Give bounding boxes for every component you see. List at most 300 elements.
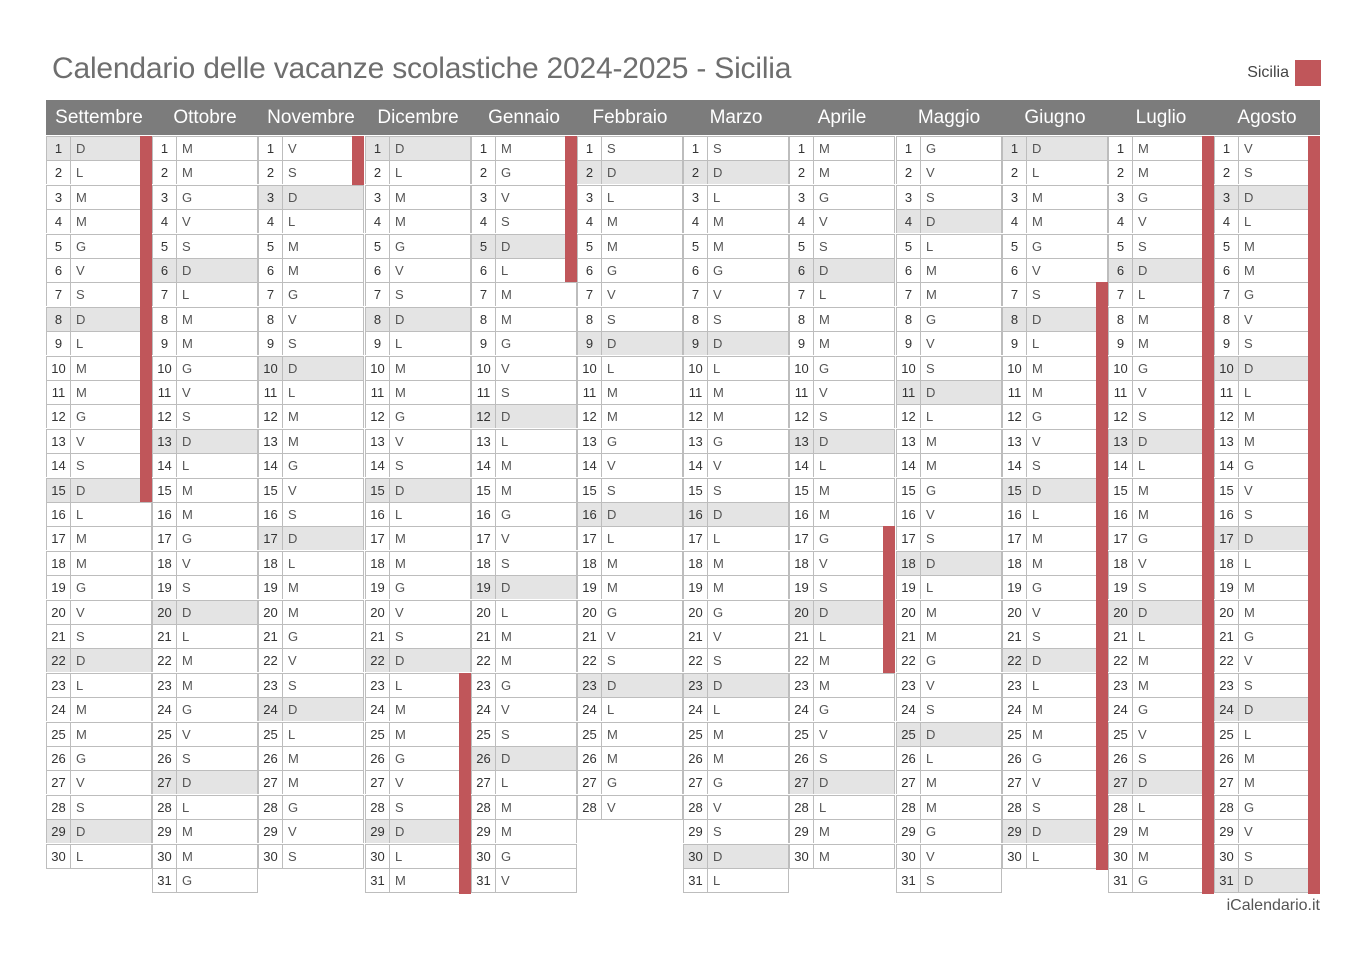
legend-label: Sicilia (1247, 64, 1289, 81)
day-number: 27 (1003, 771, 1027, 794)
holiday-marker (140, 453, 152, 478)
day-cell (1214, 282, 1320, 306)
day-number: 27 (897, 771, 921, 794)
day-cell (365, 575, 471, 599)
day-cell (46, 600, 152, 624)
day-number: 18 (259, 552, 283, 575)
day-cell (1214, 770, 1320, 794)
day-number: 16 (684, 503, 708, 526)
weekday-letter: M (182, 336, 193, 351)
weekday-letter: S (607, 653, 616, 668)
day-cell (1002, 795, 1108, 819)
day-cell (258, 526, 364, 550)
day-number: 31 (897, 869, 921, 892)
day-cell (1214, 795, 1320, 819)
day-cell (789, 502, 895, 526)
weekday-letter: M (395, 190, 406, 205)
day-number: 13 (578, 430, 602, 453)
day-number: 29 (1109, 820, 1133, 843)
day-cell (1002, 429, 1108, 453)
day-number: 22 (47, 649, 71, 672)
weekday-letter: V (1244, 312, 1253, 327)
weekday-letter: S (1244, 165, 1253, 180)
day-cell (1214, 258, 1320, 282)
day-number: 28 (1215, 796, 1239, 819)
day-number: 30 (47, 845, 71, 868)
day-number: 6 (897, 259, 921, 282)
day-cell (683, 819, 789, 843)
day-number: 4 (47, 210, 71, 233)
day-cell (152, 600, 258, 624)
day-number: 19 (1215, 576, 1239, 599)
weekday-letter: V (819, 385, 828, 400)
day-cell (46, 185, 152, 209)
weekday-letter: D (1032, 141, 1042, 156)
holiday-marker (1308, 819, 1320, 844)
day-cell (365, 234, 471, 258)
weekday-letter: V (76, 434, 85, 449)
day-number: 6 (1003, 259, 1027, 282)
weekday-letter: M (1244, 605, 1255, 620)
day-cell (152, 429, 258, 453)
weekday-letter: S (926, 873, 935, 888)
day-cell (789, 356, 895, 380)
weekday-letter: S (819, 409, 828, 424)
day-number: 19 (1109, 576, 1133, 599)
day-number: 22 (472, 649, 496, 672)
day-cell (1002, 844, 1108, 869)
day-cell (1214, 331, 1320, 355)
day-cell (577, 624, 683, 648)
day-number: 8 (897, 308, 921, 331)
weekday-letter: V (1244, 483, 1253, 498)
day-number: 16 (47, 503, 71, 526)
day-cell (1002, 234, 1108, 258)
weekday-letter: D (1032, 483, 1042, 498)
day-cell (1214, 356, 1320, 380)
holiday-marker (140, 209, 152, 234)
day-number: 12 (897, 405, 921, 428)
day-number: 27 (47, 771, 71, 794)
weekday-letter: S (76, 800, 85, 815)
day-number: 18 (47, 552, 71, 575)
day-number: 13 (472, 430, 496, 453)
day-cell (683, 844, 789, 868)
day-number: 12 (259, 405, 283, 428)
day-cell (577, 551, 683, 575)
weekday-letter: L (288, 214, 296, 229)
weekday-letter: D (395, 312, 405, 327)
day-cell (152, 453, 258, 477)
holiday-marker (1202, 770, 1214, 795)
holiday-marker (1202, 722, 1214, 747)
day-cell (471, 380, 577, 404)
holiday-marker (565, 136, 577, 161)
weekday-letter: V (819, 214, 828, 229)
day-number: 14 (1109, 454, 1133, 477)
day-cell (258, 648, 364, 672)
day-number: 11 (578, 381, 602, 404)
weekday-letter: M (607, 239, 618, 254)
day-number: 11 (1003, 381, 1027, 404)
day-number: 9 (684, 332, 708, 355)
day-number: 6 (472, 259, 496, 282)
weekday-letter: D (288, 531, 298, 546)
holiday-marker (1096, 380, 1108, 405)
day-number: 20 (472, 601, 496, 624)
day-cell (46, 478, 152, 502)
day-cell (365, 795, 471, 819)
weekday-letter: S (1032, 287, 1041, 302)
weekday-letter: M (501, 141, 512, 156)
day-cell (577, 795, 683, 820)
day-cell (896, 478, 1002, 502)
day-number: 8 (153, 308, 177, 331)
holiday-marker (1202, 819, 1214, 844)
day-number: 16 (153, 503, 177, 526)
day-cell (152, 478, 258, 502)
day-cell (471, 844, 577, 868)
day-number: 11 (366, 381, 390, 404)
day-number: 1 (1003, 137, 1027, 160)
holiday-marker (459, 795, 471, 820)
day-cell (896, 282, 1002, 306)
day-number: 19 (578, 576, 602, 599)
holiday-marker (459, 746, 471, 771)
day-number: 26 (472, 747, 496, 770)
holiday-marker (1202, 282, 1214, 307)
holiday-marker (1096, 673, 1108, 698)
day-number: 7 (153, 283, 177, 306)
weekday-letter: V (501, 702, 510, 717)
weekday-letter: M (288, 409, 299, 424)
weekday-letter: L (607, 190, 615, 205)
day-number: 19 (684, 576, 708, 599)
day-number: 2 (153, 161, 177, 184)
day-cell (789, 746, 895, 770)
weekday-letter: S (288, 678, 297, 693)
weekday-letter: G (926, 483, 937, 498)
month-name-novembre: Novembre (267, 107, 355, 128)
day-number: 21 (790, 625, 814, 648)
weekday-letter: G (926, 312, 937, 327)
weekday-letter: L (76, 849, 84, 864)
weekday-letter: L (76, 678, 84, 693)
holiday-marker (1308, 160, 1320, 185)
weekday-letter: M (76, 727, 87, 742)
day-cell (258, 478, 364, 502)
day-cell (1214, 526, 1320, 550)
holiday-marker (140, 160, 152, 185)
day-cell (789, 575, 895, 599)
weekday-letter: V (76, 775, 85, 790)
day-cell (471, 160, 577, 184)
day-number: 5 (366, 235, 390, 258)
weekday-letter: G (501, 849, 512, 864)
day-number: 13 (153, 430, 177, 453)
day-number: 23 (366, 674, 390, 697)
day-cell (46, 356, 152, 380)
day-number: 6 (259, 259, 283, 282)
day-cell (365, 600, 471, 624)
day-number: 5 (684, 235, 708, 258)
day-cell (258, 331, 364, 355)
holiday-marker (140, 356, 152, 381)
day-number: 1 (153, 137, 177, 160)
day-cell (1108, 795, 1214, 819)
day-cell (1108, 526, 1214, 550)
weekday-letter: G (1138, 531, 1149, 546)
day-cell (1108, 234, 1214, 258)
weekday-letter: M (926, 629, 937, 644)
day-number: 25 (259, 723, 283, 746)
day-number: 29 (472, 820, 496, 843)
holiday-marker (565, 258, 577, 283)
day-number: 31 (472, 869, 496, 892)
day-number: 18 (1003, 552, 1027, 575)
day-number: 20 (684, 601, 708, 624)
weekday-letter: G (819, 702, 830, 717)
day-number: 10 (259, 357, 283, 380)
weekday-letter: S (926, 361, 935, 376)
day-cell (577, 136, 683, 160)
day-number: 1 (472, 137, 496, 160)
holiday-marker (1202, 234, 1214, 259)
day-cell (1108, 404, 1214, 428)
month-name-gennaio: Gennaio (488, 107, 560, 128)
day-number: 11 (47, 381, 71, 404)
day-cell (896, 795, 1002, 819)
weekday-letter: L (1244, 556, 1252, 571)
day-cell (46, 697, 152, 721)
holiday-marker (1308, 209, 1320, 234)
weekday-letter: D (76, 141, 86, 156)
day-number: 12 (1109, 405, 1133, 428)
day-number: 1 (684, 137, 708, 160)
weekday-letter: G (1244, 458, 1255, 473)
weekday-letter: V (607, 800, 616, 815)
day-cell (46, 673, 152, 697)
day-number: 4 (153, 210, 177, 233)
day-cell (1214, 746, 1320, 770)
day-number: 17 (47, 527, 71, 550)
day-cell (1108, 746, 1214, 770)
day-cell (577, 746, 683, 770)
weekday-letter: M (395, 873, 406, 888)
weekday-letter: S (288, 336, 297, 351)
weekday-letter: D (1244, 361, 1254, 376)
day-number: 15 (578, 479, 602, 502)
day-number: 16 (578, 503, 602, 526)
weekday-letter: D (607, 165, 617, 180)
day-cell (46, 819, 152, 843)
day-number: 23 (1215, 674, 1239, 697)
weekday-letter: D (1244, 190, 1254, 205)
day-number: 6 (1215, 259, 1239, 282)
weekday-letter: L (395, 678, 403, 693)
day-number: 24 (472, 698, 496, 721)
weekday-letter: M (182, 483, 193, 498)
day-cell (789, 185, 895, 209)
day-cell (683, 307, 789, 331)
weekday-letter: M (76, 385, 87, 400)
day-cell (1108, 673, 1214, 697)
holiday-marker (140, 380, 152, 405)
day-cell (789, 380, 895, 404)
day-cell (789, 722, 895, 746)
weekday-letter: S (395, 800, 404, 815)
weekday-letter: L (288, 385, 296, 400)
day-number: 11 (1215, 381, 1239, 404)
weekday-letter: S (1138, 409, 1147, 424)
day-cell (1214, 868, 1320, 893)
day-number: 31 (153, 869, 177, 892)
day-cell (471, 819, 577, 843)
weekday-letter: D (182, 775, 192, 790)
day-number: 29 (684, 820, 708, 843)
day-cell (789, 526, 895, 550)
day-number: 7 (472, 283, 496, 306)
day-cell (1002, 551, 1108, 575)
day-number: 29 (366, 820, 390, 843)
day-number: 27 (1215, 771, 1239, 794)
weekday-letter: M (1138, 678, 1149, 693)
holiday-marker (1202, 648, 1214, 673)
weekday-letter: D (607, 678, 617, 693)
day-cell (471, 697, 577, 721)
holiday-marker (883, 624, 895, 649)
day-cell (1108, 356, 1214, 380)
day-number: 10 (790, 357, 814, 380)
weekday-letter: L (501, 605, 509, 620)
weekday-letter: D (713, 507, 723, 522)
day-cell (683, 697, 789, 721)
weekday-letter: S (713, 483, 722, 498)
day-cell (1214, 624, 1320, 648)
weekday-letter: M (713, 727, 724, 742)
day-cell (683, 770, 789, 794)
day-cell (1214, 551, 1320, 575)
day-cell (152, 795, 258, 819)
day-cell (1002, 648, 1108, 672)
day-number: 22 (1215, 649, 1239, 672)
day-cell (1214, 234, 1320, 258)
holiday-marker (1202, 673, 1214, 698)
day-cell (365, 673, 471, 697)
day-cell (683, 258, 789, 282)
day-number: 11 (897, 381, 921, 404)
weekday-letter: L (1138, 287, 1146, 302)
holiday-marker (1096, 575, 1108, 600)
month-name-dicembre: Dicembre (377, 107, 459, 128)
weekday-letter: L (1244, 385, 1252, 400)
day-number: 24 (1109, 698, 1133, 721)
day-number: 10 (684, 357, 708, 380)
weekday-letter: M (288, 434, 299, 449)
holiday-marker (1096, 282, 1108, 307)
weekday-letter: V (288, 653, 297, 668)
weekday-letter: L (182, 287, 190, 302)
weekday-letter: G (1138, 873, 1149, 888)
day-number: 16 (259, 503, 283, 526)
weekday-letter: S (1032, 458, 1041, 473)
day-cell (1108, 331, 1214, 355)
day-cell (46, 502, 152, 526)
day-cell (577, 648, 683, 672)
day-number: 31 (366, 869, 390, 892)
weekday-letter: M (713, 214, 724, 229)
day-number: 18 (1109, 552, 1133, 575)
day-cell (1214, 600, 1320, 624)
weekday-letter: D (713, 849, 723, 864)
weekday-letter: D (76, 824, 86, 839)
day-number: 31 (684, 869, 708, 892)
weekday-letter: M (1032, 702, 1043, 717)
day-cell (46, 429, 152, 453)
weekday-letter: L (182, 458, 190, 473)
weekday-letter: M (501, 824, 512, 839)
day-cell (152, 404, 258, 428)
day-number: 25 (897, 723, 921, 746)
day-cell (789, 624, 895, 648)
weekday-letter: M (1032, 361, 1043, 376)
day-cell (365, 160, 471, 184)
weekday-letter: M (501, 800, 512, 815)
day-cell (1108, 258, 1214, 282)
day-cell (577, 331, 683, 355)
weekday-letter: M (501, 483, 512, 498)
holiday-marker (1308, 429, 1320, 454)
day-cell (1108, 868, 1214, 893)
day-number: 15 (47, 479, 71, 502)
weekday-letter: M (713, 409, 724, 424)
day-cell (577, 478, 683, 502)
holiday-marker (1096, 844, 1108, 870)
holiday-marker (1096, 307, 1108, 332)
weekday-letter: M (713, 556, 724, 571)
day-number: 13 (684, 430, 708, 453)
day-number: 2 (366, 161, 390, 184)
day-cell (683, 429, 789, 453)
day-number: 18 (578, 552, 602, 575)
weekday-letter: L (395, 849, 403, 864)
day-cell (1108, 136, 1214, 160)
day-cell (471, 356, 577, 380)
day-cell (365, 722, 471, 746)
holiday-marker (1308, 722, 1320, 747)
day-number: 19 (47, 576, 71, 599)
holiday-marker (1202, 844, 1214, 869)
holiday-marker (1096, 746, 1108, 771)
weekday-letter: V (713, 629, 722, 644)
weekday-letter: M (926, 287, 937, 302)
weekday-letter: V (1032, 434, 1041, 449)
day-number: 9 (259, 332, 283, 355)
day-cell (1108, 697, 1214, 721)
weekday-letter: G (1032, 751, 1043, 766)
weekday-letter: D (713, 336, 723, 351)
day-cell (471, 209, 577, 233)
day-number: 2 (47, 161, 71, 184)
day-number: 29 (1003, 820, 1027, 843)
weekday-letter: G (1032, 409, 1043, 424)
day-cell (789, 795, 895, 819)
day-number: 6 (1109, 259, 1133, 282)
day-cell (1002, 722, 1108, 746)
day-cell (258, 770, 364, 794)
day-cell (896, 429, 1002, 453)
day-number: 9 (1003, 332, 1027, 355)
